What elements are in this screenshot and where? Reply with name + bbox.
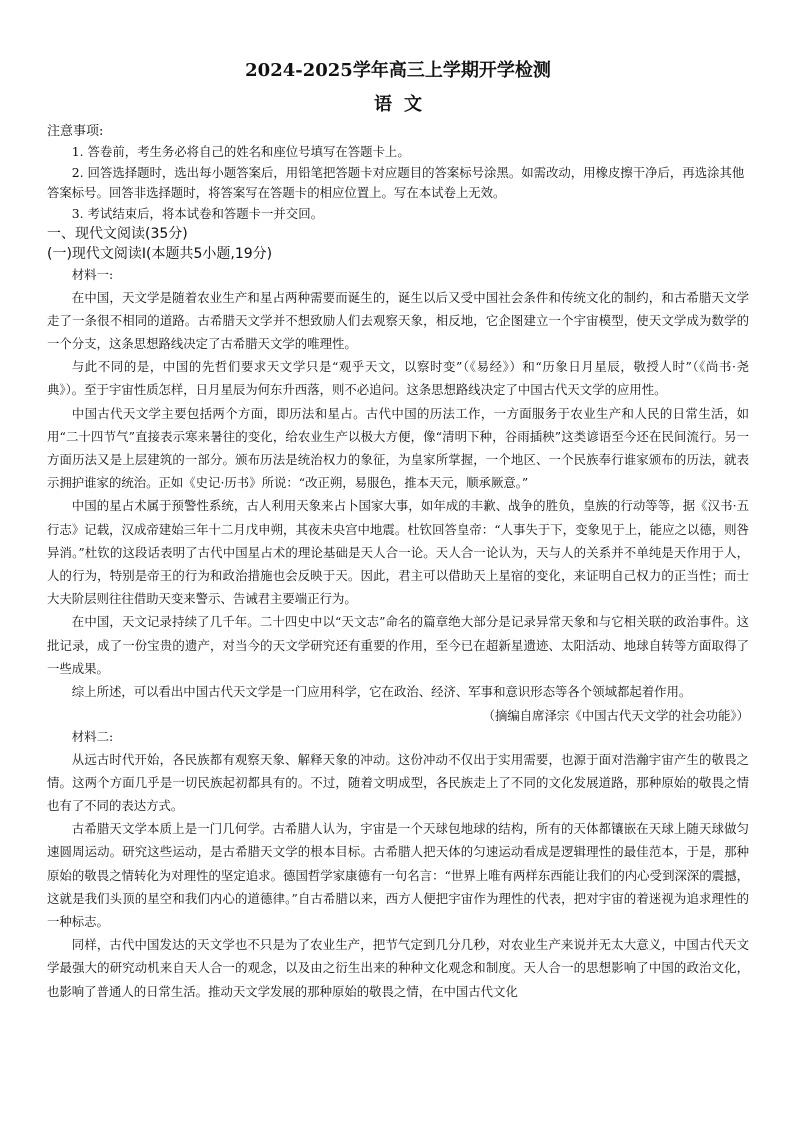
material-label: 材料一: [71, 267, 114, 282]
note-item: 1. 答卷前，考生务必将自己的姓名和座位号填写在答题卡上。 [71, 144, 410, 159]
material-paragraph: 在中国，天文学是随着农业生产和星占两种需要而诞生的，诞生以后又受中国社会条件和传统文化的制约，和古希腊天文学走了一条很不相同的道路。古希腊天文学并不想致励人们去观察天象，相反地，它企图建立一个宇宙模型，使天文学成为数学的一个分支，这条思想路线决定了古希腊天文学的唯理性。 [47, 289, 749, 351]
section-title: 一、现代文阅读(35分) [47, 226, 188, 242]
note-item: 3. 考试结束后，将本试卷和答题卡一并交回。 [71, 205, 323, 221]
material-source: （摘编自席泽宗《中国古代天文学的社会功能》） [482, 708, 749, 724]
material-paragraph: 与此不同的是，中国的先哲们要求天文学只是“观乎天文，以察时变”（《易经》）和“历象日月星辰，敬授人时”（《尚书·尧典》）。至于宇宙性质怎样，日月星辰为何东升西落，则不必追问。这条思想路线决定了中国古代天文学的应用性。 [47, 359, 749, 398]
subsection-title: (一)现代文阅读Ⅰ(本题共5小题,19分) [47, 246, 273, 262]
material-paragraph: 从远古时代开始，各民族都有观察天象、解释天象的冲动。这份冲动不仅出于实用需要，也源于面对浩瀚宇宙产生的敬畏之情。这两个方面几乎是一切民族起初都具有的。不过，随着文明成型，各民族走上了不同的文化发展道路，那种原始的敬畏之情也有了不同的表达方式。 [47, 751, 749, 814]
material-label: 材料二: [71, 729, 114, 745]
note-item: 2. 回答选择题时，选出每小题答案后，用铅笔把答题卡对应题目的答案标号涂黑。如需改动，用橡皮擦干净后，再选涂其他答案标号。回答非选择题时，将答案写在答题卡的相应位置上。写在本试卷上无效。 [47, 164, 745, 200]
subject-title: 语文 [374, 94, 434, 115]
material-paragraph: 在中国，天文记录持续了几千年。二十四史中以“天文志”命名的篇章绝大部分是记录异常天象和与它相关联的政治事件。这批记录，成了一份宝贵的遗产，对当今的天文学研究还有重要的作用，至今已在超新星遗迹、太阳活动、地球自转等方面取得了一些成果。 [47, 614, 749, 676]
material-paragraph: 古希腊天文学本质上是一门几何学。古希腊人认为，宇宙是一个天球包地球的结构，所有的天体都镶嵌在天球上随天球做匀速圆周运动。研究这些运动，是古希腊天文学的根本目标。古希腊人把天体的匀速运动看成是逻辑理性的最佳范本，于是，那种原始的敬畏之情转化为对理性的坚定追求。德国哲学家康德有一句名言：“世界上唯有两样东西能让我们的内心受到深深的震撼，这就是我们头顶的星空和我们内心的道德律。”自古希腊以来，西方人便把宇宙作为理性的代表，把对宇宙的着迷视为追求理性的一种标志。 [47, 821, 749, 930]
exam-page [47, 58, 749, 1003]
material-paragraph: 同样，古代中国发达的天文学也不只是为了农业生产，把节气定到几分几秒，对农业生产来说并无太大意义，中国古代天文学最强大的研究动机来自天人合一的观念，以及由之衍生出来的种种文化观念和制度。天人合一的思想影响了中国的政治文化，也影响了普通人的日常生活。推动天文学发展的那种原始的敬畏之情，在中国古代文化 [47, 937, 749, 999]
material-paragraph: 中国的星占术属于预警性系统，古人利用天象来占卜国家大事，如年成的丰歉、战争的胜负，皇族的行动等等，据《汉书·五行志》记载，汉成帝建始三年十二月戊申朔，其夜未央宫中地震。杜钦回答皇帝：“人事失于下，变象见于上，能应之以德，则咎异消。”杜钦的这段话表明了古代中国星占术的理论基础是天人合一论。天人合一论认为，天与人的关系并不单纯是天作用于人，人的行为，特别是帝王的行为和政治措施也会反映于天。因此，君主可以借助天上星宿的变化，来证明自己权力的正当性；而士大夫阶层则往往借助天变来警示、告诫君主要端正行为。 [47, 498, 749, 607]
notes-label: 注意事项: [47, 124, 104, 139]
material-paragraph: 中国古代天文学主要包括两个方面，即历法和星占。古代中国的历法工作，一方面服务于农业生产和人民的日常生活，如用“二十四节气”直接表示寒来暑往的变化，给农业生产以极大方便，像“清明下种，谷雨插秧”这类谚语至今还在民间流行。另一方面历法又是上层建筑的一部分。颁布历法是统治权力的象征，为皇家所掌握，一个地区、一个民族奉行谁家颁布的历法，就表示拥护谁家的统治。正如《史记·历书》所说：“改正朔，易服色，推本天元，顺承厥意。” [47, 405, 749, 491]
exam-title: 2024-2025学年高三上学期开学检测 [245, 60, 551, 81]
material-paragraph: 综上所述，可以看出中国古代天文学是一门应用科学，它在政治、经济、军事和意识形态等各个领域都起着作用。 [71, 683, 692, 699]
